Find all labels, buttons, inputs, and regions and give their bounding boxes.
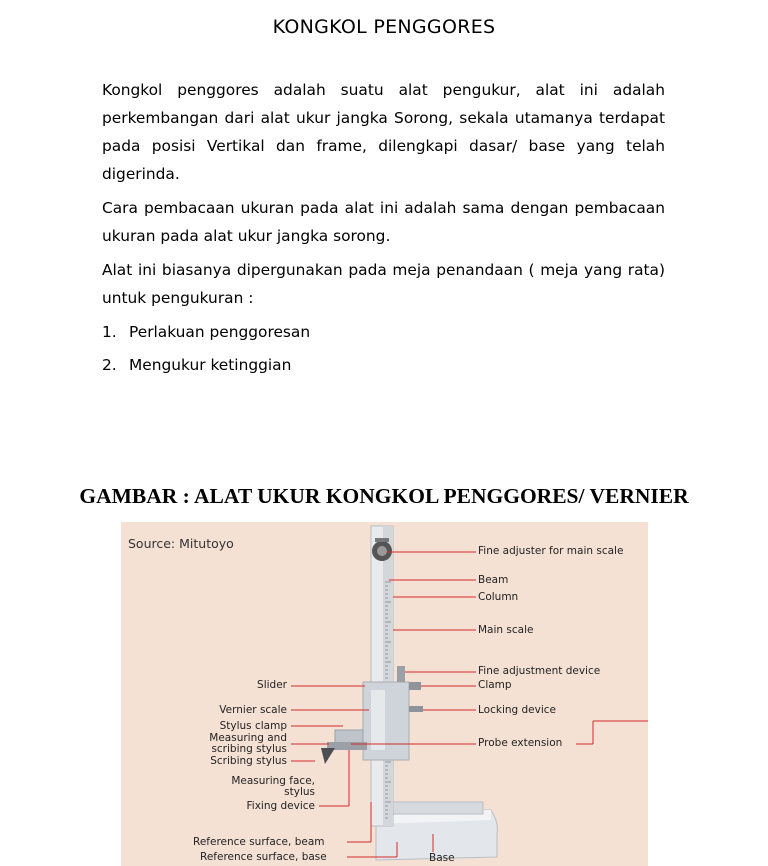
beam-scale xyxy=(383,526,393,826)
document-title: KONGKOL PENGGORES xyxy=(272,16,496,38)
paragraph: Kongkol penggores adalah suatu alat pengukur, alat ini adalah perkembangan dari alat ukur jangka Sorong, sekala utamanya terdapat pada posisi Vertikal dan frame, dilengkapi dasar/ base yang telah digerinda. xyxy=(102,81,665,183)
vernier-scale xyxy=(371,690,385,750)
list-number: 1. xyxy=(102,323,117,341)
paragraph: Cara pembacaan ukuran pada alat ini adalah sama dengan pembacaan ukuran pada alat ukur jangka sorong. xyxy=(102,199,665,245)
label-scribing-stylus: Scribing stylus xyxy=(210,755,287,767)
numbered-list xyxy=(102,318,665,384)
label-measuring-face-2: stylus xyxy=(284,786,315,798)
fine-adjustment-device xyxy=(397,666,405,682)
label-clamp: Clamp xyxy=(478,679,512,691)
body-text xyxy=(102,76,665,384)
base-step xyxy=(383,802,483,814)
list-text: Mengukur ketinggian xyxy=(129,356,292,374)
height-gauge-illustration xyxy=(121,522,648,866)
list-number: 2. xyxy=(102,356,117,374)
label-reference-surface-base: Reference surface, base xyxy=(200,851,327,863)
label-fine-adjustment-device: Fine adjustment device xyxy=(478,665,601,677)
label-reference-surface-beam: Reference surface, beam xyxy=(193,836,325,848)
label-base: Base xyxy=(429,852,455,864)
list-item xyxy=(102,318,665,351)
paragraph: Alat ini biasanya dipergunakan pada meja penandaan ( meja yang rata) untuk pengukuran : xyxy=(102,261,665,307)
scribing-tip xyxy=(321,748,335,764)
label-locking-device: Locking device xyxy=(478,704,557,716)
label-stylus-clamp: Stylus clamp xyxy=(219,720,287,732)
list-text: Perlakuan penggoresan xyxy=(129,323,311,341)
label-measuring-stylus-2: scribing stylus xyxy=(211,743,287,755)
label-fixing-device: Fixing device xyxy=(246,800,315,812)
label-main-scale: Main scale xyxy=(478,624,534,636)
figure-title: GAMBAR : ALAT UKUR KONGKOL PENGGORES/ VERNIER xyxy=(79,484,689,508)
label-measuring-face-1: Measuring face, xyxy=(231,775,315,787)
label-probe-extension: Probe extension xyxy=(478,737,563,749)
figure-source: Source: Mitutoyo xyxy=(128,536,234,551)
height-gauge-figure xyxy=(121,522,648,866)
label-fine-adjuster: Fine adjuster for main scale xyxy=(478,545,624,557)
clamp-knob xyxy=(409,682,421,690)
label-measuring-stylus-1: Measuring and xyxy=(209,732,287,744)
locking-knob xyxy=(409,706,423,712)
stylus-clamp xyxy=(335,730,363,744)
label-column: Column xyxy=(478,591,519,603)
label-vernier-scale: Vernier scale xyxy=(219,704,287,716)
slider xyxy=(363,682,409,760)
label-slider: Slider xyxy=(257,679,287,691)
list-item xyxy=(102,351,665,384)
label-beam: Beam xyxy=(478,574,509,586)
